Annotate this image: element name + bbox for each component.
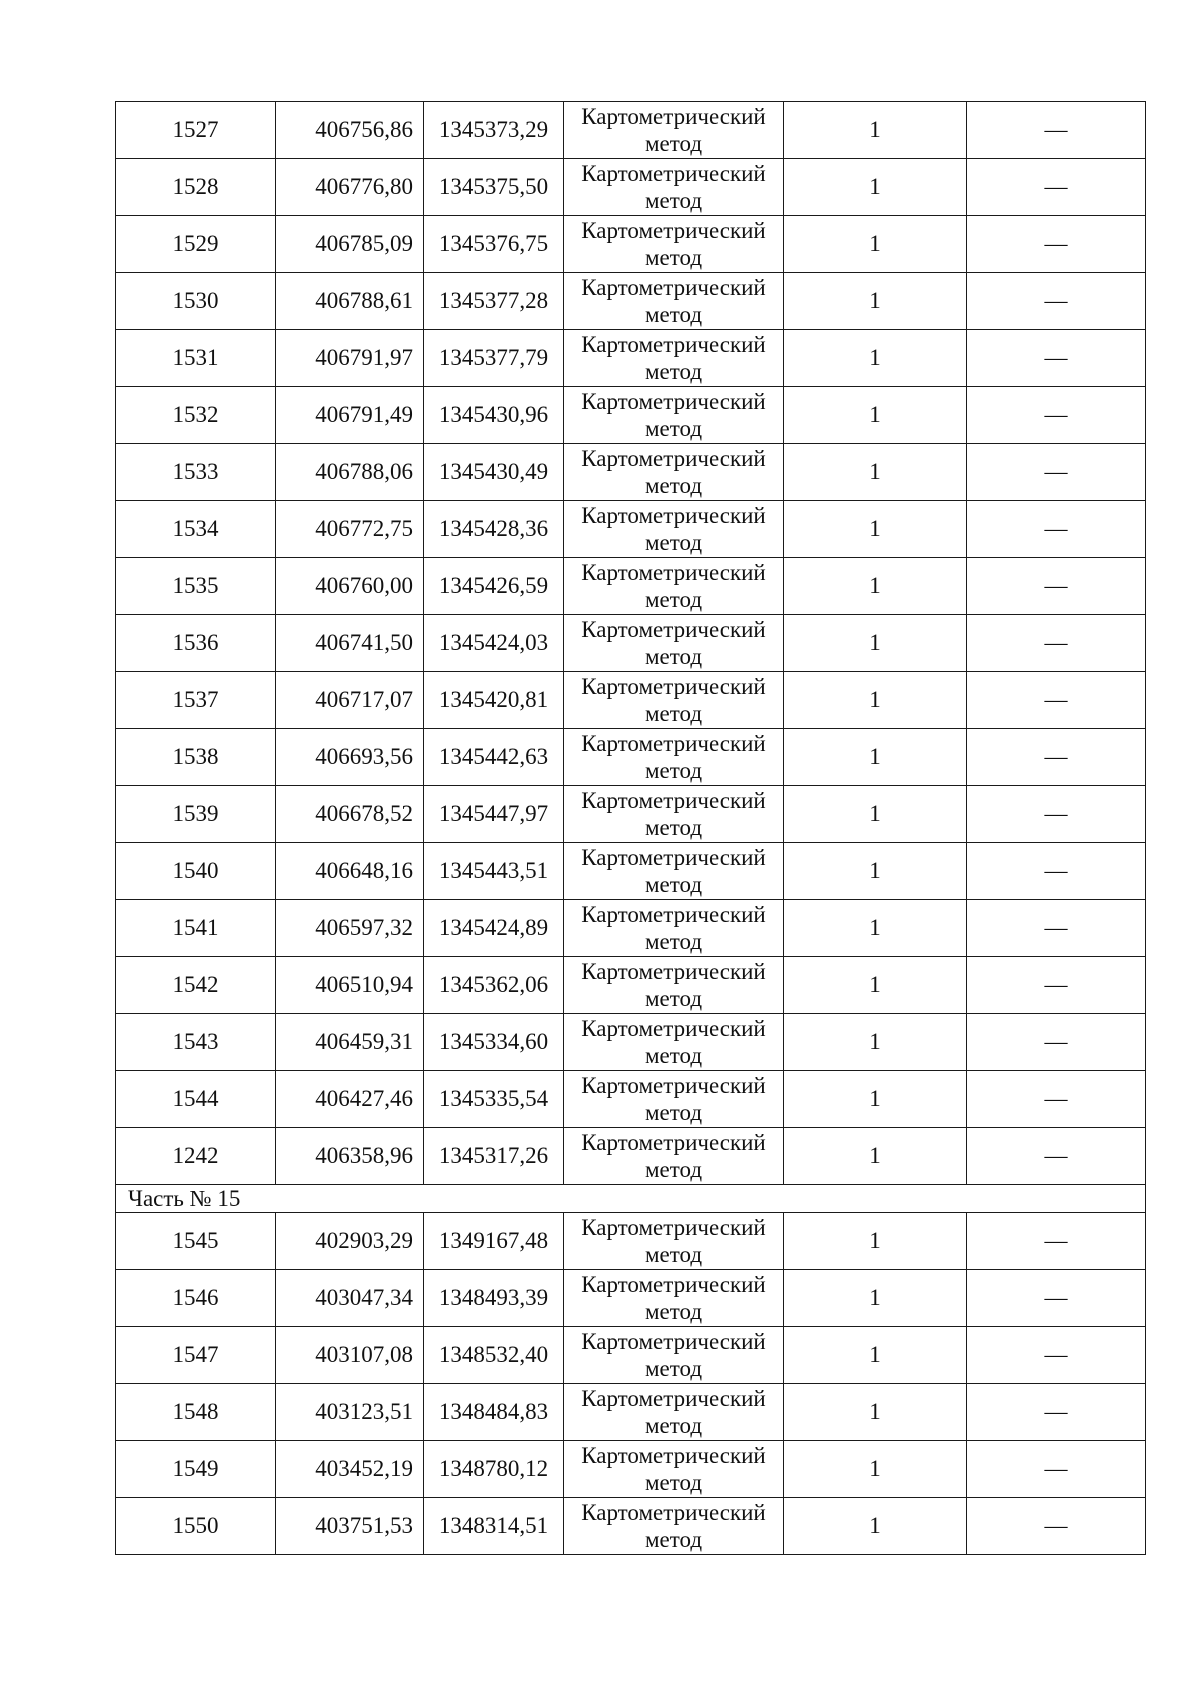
part-label: Часть № 15 — [116, 1185, 1146, 1213]
table-row — [116, 1128, 1146, 1185]
point-number-cell: 1550 — [116, 1498, 276, 1555]
point-number-cell: 1529 — [116, 216, 276, 273]
note-cell: — — [967, 330, 1146, 387]
method-line-2: метод — [644, 1242, 703, 1267]
x-coordinate-cell: 406760,00 — [276, 558, 424, 615]
method-cell — [564, 387, 784, 444]
method-cell — [564, 1014, 784, 1071]
accuracy-cell: 1 — [784, 216, 967, 273]
method-cell — [564, 501, 784, 558]
method-line-2: метод — [644, 302, 703, 327]
y-coordinate-cell: 1345426,59 — [424, 558, 564, 615]
x-coordinate-cell: 406358,96 — [276, 1128, 424, 1185]
point-number-cell: 1535 — [116, 558, 276, 615]
method-line-2: метод — [644, 872, 703, 897]
accuracy-cell: 1 — [784, 1014, 967, 1071]
y-coordinate-cell: 1348780,12 — [424, 1441, 564, 1498]
method-line-2: метод — [644, 359, 703, 384]
table-row — [116, 159, 1146, 216]
y-coordinate-cell: 1348493,39 — [424, 1270, 564, 1327]
method-line-2: метод — [644, 587, 703, 612]
accuracy-cell: 1 — [784, 1498, 967, 1555]
table-row — [116, 501, 1146, 558]
method-line-1: Картометрический — [581, 161, 766, 186]
method-cell — [564, 1071, 784, 1128]
accuracy-cell: 1 — [784, 957, 967, 1014]
table-row — [116, 1327, 1146, 1384]
accuracy-cell: 1 — [784, 159, 967, 216]
method-cell — [564, 900, 784, 957]
note-cell: — — [967, 1071, 1146, 1128]
y-coordinate-cell: 1345428,36 — [424, 501, 564, 558]
accuracy-cell: 1 — [784, 1128, 967, 1185]
table-row — [116, 273, 1146, 330]
accuracy-cell: 1 — [784, 558, 967, 615]
y-coordinate-cell: 1345377,79 — [424, 330, 564, 387]
method-cell — [564, 159, 784, 216]
note-cell: — — [967, 387, 1146, 444]
point-number-cell: 1546 — [116, 1270, 276, 1327]
method-cell — [564, 444, 784, 501]
method-cell — [564, 843, 784, 900]
point-number-cell: 1540 — [116, 843, 276, 900]
x-coordinate-cell: 403452,19 — [276, 1441, 424, 1498]
y-coordinate-cell: 1345335,54 — [424, 1071, 564, 1128]
accuracy-cell: 1 — [784, 330, 967, 387]
method-cell — [564, 1498, 784, 1555]
x-coordinate-cell: 406791,49 — [276, 387, 424, 444]
method-cell — [564, 216, 784, 273]
note-cell: — — [967, 1213, 1146, 1270]
method-line-1: Картометрический — [581, 617, 766, 642]
point-number-cell: 1531 — [116, 330, 276, 387]
point-number-cell: 1528 — [116, 159, 276, 216]
method-line-2: метод — [644, 1043, 703, 1068]
method-line-1: Картометрический — [581, 845, 766, 870]
point-number-cell: 1544 — [116, 1071, 276, 1128]
x-coordinate-cell: 403047,34 — [276, 1270, 424, 1327]
method-line-2: метод — [644, 644, 703, 669]
y-coordinate-cell: 1348484,83 — [424, 1384, 564, 1441]
method-line-1: Картометрический — [581, 1386, 766, 1411]
y-coordinate-cell: 1345424,89 — [424, 900, 564, 957]
method-line-2: метод — [644, 815, 703, 840]
point-number-cell: 1543 — [116, 1014, 276, 1071]
note-cell: — — [967, 1441, 1146, 1498]
y-coordinate-cell: 1345334,60 — [424, 1014, 564, 1071]
point-number-cell: 1547 — [116, 1327, 276, 1384]
table-body — [116, 102, 1146, 1555]
method-cell — [564, 1327, 784, 1384]
accuracy-cell: 1 — [784, 387, 967, 444]
method-line-1: Картометрический — [581, 275, 766, 300]
x-coordinate-cell: 406648,16 — [276, 843, 424, 900]
y-coordinate-cell: 1345424,03 — [424, 615, 564, 672]
accuracy-cell: 1 — [784, 1384, 967, 1441]
method-line-2: метод — [644, 1356, 703, 1381]
point-number-cell: 1527 — [116, 102, 276, 159]
method-cell — [564, 729, 784, 786]
table-row — [116, 558, 1146, 615]
method-line-1: Картометрический — [581, 560, 766, 585]
method-line-1: Картометрический — [581, 1073, 766, 1098]
method-cell — [564, 1441, 784, 1498]
point-number-cell: 1545 — [116, 1213, 276, 1270]
note-cell: — — [967, 444, 1146, 501]
table-row — [116, 387, 1146, 444]
table-row — [116, 900, 1146, 957]
method-line-1: Картометрический — [581, 1500, 766, 1525]
method-line-1: Картометрический — [581, 503, 766, 528]
method-line-1: Картометрический — [581, 104, 766, 129]
table-row — [116, 1014, 1146, 1071]
point-number-cell: 1536 — [116, 615, 276, 672]
method-line-1: Картометрический — [581, 902, 766, 927]
y-coordinate-cell: 1345443,51 — [424, 843, 564, 900]
method-line-2: метод — [644, 530, 703, 555]
y-coordinate-cell: 1345362,06 — [424, 957, 564, 1014]
point-number-cell: 1534 — [116, 501, 276, 558]
y-coordinate-cell: 1345447,97 — [424, 786, 564, 843]
table-row — [116, 786, 1146, 843]
x-coordinate-cell: 406741,50 — [276, 615, 424, 672]
note-cell: — — [967, 1384, 1146, 1441]
note-cell: — — [967, 159, 1146, 216]
note-cell: — — [967, 102, 1146, 159]
note-cell: — — [967, 273, 1146, 330]
y-coordinate-cell: 1345430,49 — [424, 444, 564, 501]
method-line-2: метод — [644, 188, 703, 213]
method-line-2: метод — [644, 758, 703, 783]
method-cell — [564, 102, 784, 159]
point-number-cell: 1541 — [116, 900, 276, 957]
note-cell: — — [967, 672, 1146, 729]
point-number-cell: 1530 — [116, 273, 276, 330]
table-row — [116, 1270, 1146, 1327]
method-line-2: метод — [644, 416, 703, 441]
accuracy-cell: 1 — [784, 1071, 967, 1128]
table-row — [116, 615, 1146, 672]
method-line-2: метод — [644, 1299, 703, 1324]
method-line-2: метод — [644, 929, 703, 954]
y-coordinate-cell: 1345376,75 — [424, 216, 564, 273]
note-cell: — — [967, 1327, 1146, 1384]
accuracy-cell: 1 — [784, 786, 967, 843]
x-coordinate-cell: 406510,94 — [276, 957, 424, 1014]
method-cell — [564, 273, 784, 330]
method-line-2: метод — [644, 245, 703, 270]
x-coordinate-cell: 406756,86 — [276, 102, 424, 159]
x-coordinate-cell: 402903,29 — [276, 1213, 424, 1270]
method-cell — [564, 558, 784, 615]
method-line-1: Картометрический — [581, 1272, 766, 1297]
method-line-1: Картометрический — [581, 959, 766, 984]
x-coordinate-cell: 403123,51 — [276, 1384, 424, 1441]
method-line-2: метод — [644, 701, 703, 726]
method-line-2: метод — [644, 986, 703, 1011]
note-cell: — — [967, 1014, 1146, 1071]
accuracy-cell: 1 — [784, 444, 967, 501]
point-number-cell: 1538 — [116, 729, 276, 786]
accuracy-cell: 1 — [784, 102, 967, 159]
note-cell: — — [967, 729, 1146, 786]
method-line-2: метод — [644, 1527, 703, 1552]
y-coordinate-cell: 1348314,51 — [424, 1498, 564, 1555]
accuracy-cell: 1 — [784, 672, 967, 729]
method-cell — [564, 615, 784, 672]
y-coordinate-cell: 1349167,48 — [424, 1213, 564, 1270]
y-coordinate-cell: 1345317,26 — [424, 1128, 564, 1185]
accuracy-cell: 1 — [784, 900, 967, 957]
coordinates-table — [115, 101, 1146, 1555]
part-header-row — [116, 1185, 1146, 1213]
y-coordinate-cell: 1345373,29 — [424, 102, 564, 159]
table-row — [116, 1071, 1146, 1128]
x-coordinate-cell: 406717,07 — [276, 672, 424, 729]
accuracy-cell: 1 — [784, 501, 967, 558]
accuracy-cell: 1 — [784, 1327, 967, 1384]
table-row — [116, 672, 1146, 729]
method-line-1: Картометрический — [581, 218, 766, 243]
table-row — [116, 1498, 1146, 1555]
accuracy-cell: 1 — [784, 843, 967, 900]
method-line-1: Картометрический — [581, 1443, 766, 1468]
method-line-1: Картометрический — [581, 332, 766, 357]
x-coordinate-cell: 406597,32 — [276, 900, 424, 957]
method-cell — [564, 672, 784, 729]
note-cell: — — [967, 786, 1146, 843]
note-cell: — — [967, 900, 1146, 957]
method-line-1: Картометрический — [581, 389, 766, 414]
note-cell: — — [967, 216, 1146, 273]
method-cell — [564, 1128, 784, 1185]
x-coordinate-cell: 403751,53 — [276, 1498, 424, 1555]
note-cell: — — [967, 957, 1146, 1014]
method-line-1: Картометрический — [581, 1016, 766, 1041]
y-coordinate-cell: 1345377,28 — [424, 273, 564, 330]
method-line-1: Картометрический — [581, 674, 766, 699]
method-line-2: метод — [644, 473, 703, 498]
table-row — [116, 216, 1146, 273]
method-line-1: Картометрический — [581, 788, 766, 813]
x-coordinate-cell: 406791,97 — [276, 330, 424, 387]
y-coordinate-cell: 1348532,40 — [424, 1327, 564, 1384]
x-coordinate-cell: 403107,08 — [276, 1327, 424, 1384]
note-cell: — — [967, 558, 1146, 615]
point-number-cell: 1242 — [116, 1128, 276, 1185]
note-cell: — — [967, 615, 1146, 672]
accuracy-cell: 1 — [784, 615, 967, 672]
method-line-1: Картометрический — [581, 731, 766, 756]
method-line-2: метод — [644, 1157, 703, 1182]
table-row — [116, 843, 1146, 900]
method-cell — [564, 330, 784, 387]
note-cell: — — [967, 843, 1146, 900]
note-cell: — — [967, 1270, 1146, 1327]
method-line-1: Картометрический — [581, 1130, 766, 1155]
table-row — [116, 330, 1146, 387]
table-row — [116, 1441, 1146, 1498]
x-coordinate-cell: 406459,31 — [276, 1014, 424, 1071]
method-line-2: метод — [644, 1413, 703, 1438]
y-coordinate-cell: 1345375,50 — [424, 159, 564, 216]
method-line-1: Картометрический — [581, 1329, 766, 1354]
method-cell — [564, 1384, 784, 1441]
accuracy-cell: 1 — [784, 729, 967, 786]
method-cell — [564, 1213, 784, 1270]
table-row — [116, 1213, 1146, 1270]
point-number-cell: 1539 — [116, 786, 276, 843]
y-coordinate-cell: 1345442,63 — [424, 729, 564, 786]
method-cell — [564, 1270, 784, 1327]
table-row — [116, 444, 1146, 501]
x-coordinate-cell: 406785,09 — [276, 216, 424, 273]
accuracy-cell: 1 — [784, 1213, 967, 1270]
note-cell: — — [967, 501, 1146, 558]
x-coordinate-cell: 406776,80 — [276, 159, 424, 216]
x-coordinate-cell: 406678,52 — [276, 786, 424, 843]
table-row — [116, 1384, 1146, 1441]
method-line-1: Картометрический — [581, 1215, 766, 1240]
method-line-1: Картометрический — [581, 446, 766, 471]
table-row — [116, 957, 1146, 1014]
x-coordinate-cell: 406427,46 — [276, 1071, 424, 1128]
note-cell: — — [967, 1128, 1146, 1185]
x-coordinate-cell: 406693,56 — [276, 729, 424, 786]
accuracy-cell: 1 — [784, 1270, 967, 1327]
method-cell — [564, 957, 784, 1014]
accuracy-cell: 1 — [784, 273, 967, 330]
table-row — [116, 102, 1146, 159]
point-number-cell: 1537 — [116, 672, 276, 729]
point-number-cell: 1549 — [116, 1441, 276, 1498]
y-coordinate-cell: 1345430,96 — [424, 387, 564, 444]
method-cell — [564, 786, 784, 843]
method-line-2: метод — [644, 131, 703, 156]
note-cell: — — [967, 1498, 1146, 1555]
point-number-cell: 1542 — [116, 957, 276, 1014]
table-row — [116, 729, 1146, 786]
method-line-2: метод — [644, 1470, 703, 1495]
point-number-cell: 1532 — [116, 387, 276, 444]
method-line-2: метод — [644, 1100, 703, 1125]
point-number-cell: 1533 — [116, 444, 276, 501]
x-coordinate-cell: 406772,75 — [276, 501, 424, 558]
x-coordinate-cell: 406788,06 — [276, 444, 424, 501]
point-number-cell: 1548 — [116, 1384, 276, 1441]
y-coordinate-cell: 1345420,81 — [424, 672, 564, 729]
x-coordinate-cell: 406788,61 — [276, 273, 424, 330]
accuracy-cell: 1 — [784, 1441, 967, 1498]
